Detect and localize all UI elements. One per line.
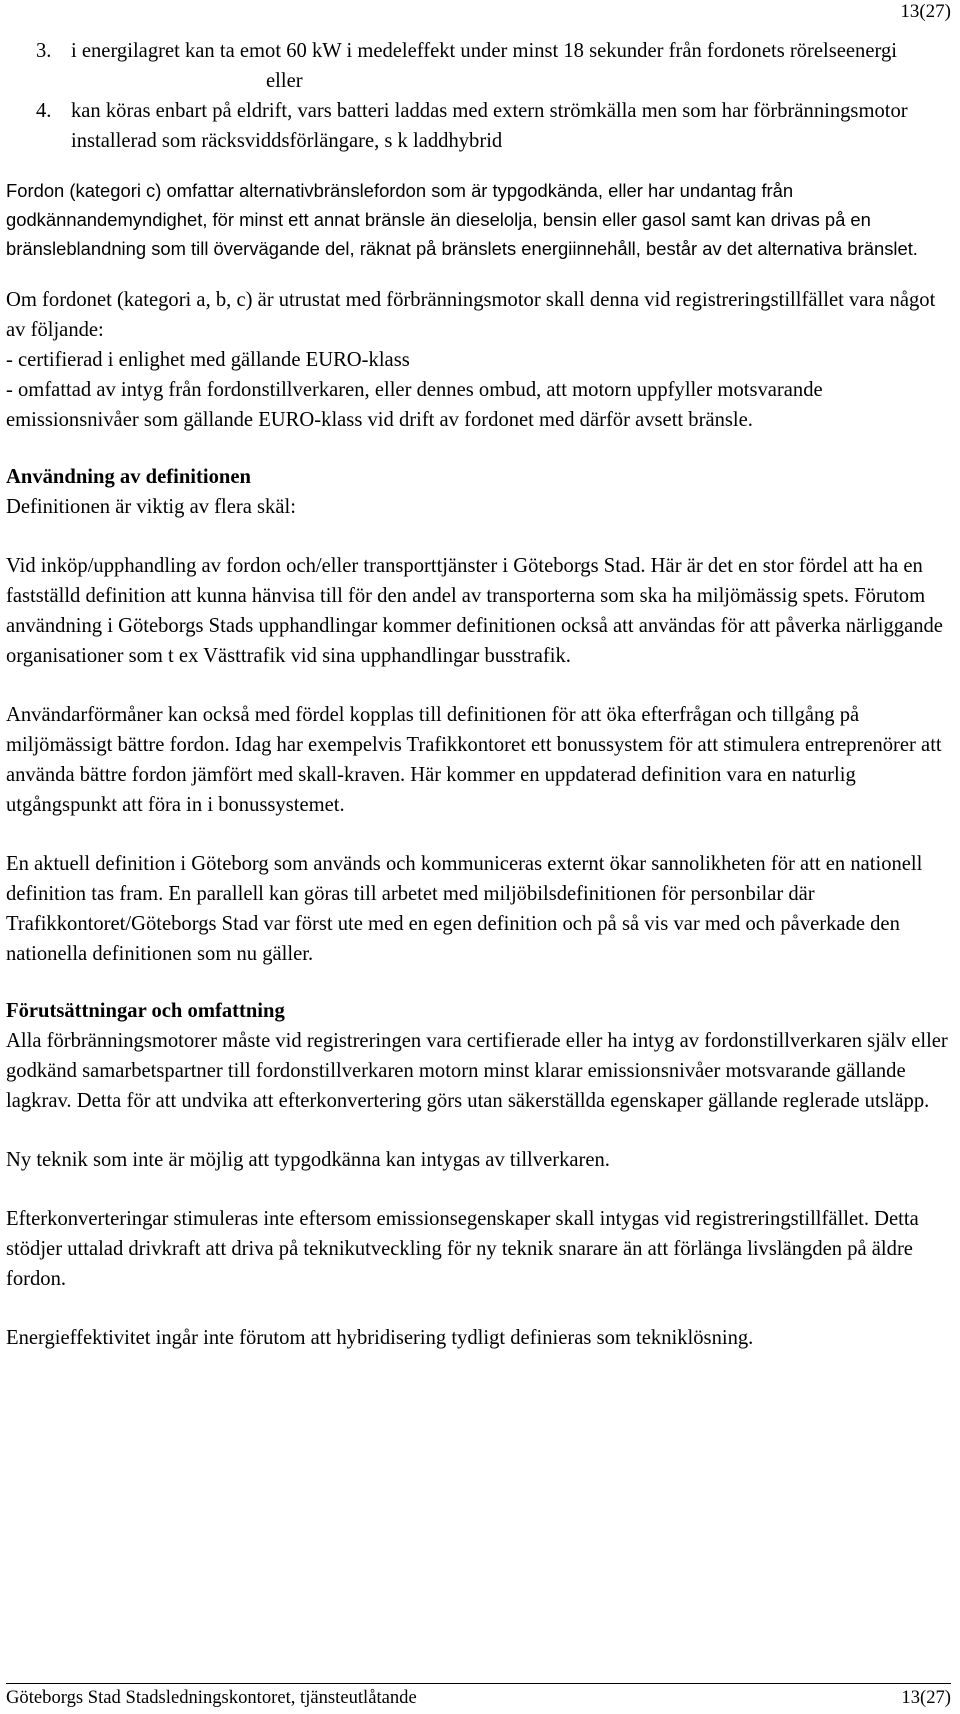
or-connector: eller <box>266 70 303 92</box>
footer-divider <box>6 1683 951 1684</box>
usage-intro: Definitionen är viktig av flera skäl: <box>6 496 296 518</box>
list-item-4 <box>6 96 948 156</box>
usage-paragraph-2: Användarförmåner kan också med fördel kopplas till definitionen för att öka efterfrågan och tillgång på miljömässigt bättre fordon. Idag har exempelvis Trafikkontoret ett bonussystem för att stimulera entreprenörer att använda bättre fordon jämfört med skall-kraven. Här kommer en uppdaterad definition vara en naturlig utgångspunkt att föra in i bonussystemet. <box>6 704 942 816</box>
footer-page-number: 13(27) <box>901 1687 951 1708</box>
requirement-dash-1: - certifierad i enlighet med gällande EURO-klass <box>6 349 410 371</box>
list-item-3 <box>6 36 948 66</box>
list-item-number: 3. <box>36 40 52 62</box>
list-item-text: i energilagret kan ta emot 60 kW i medeleffekt under minst 18 sekunder från fordonets rörelseenergi <box>71 40 897 62</box>
list-item-number: 4. <box>36 100 52 122</box>
prerequisites-paragraph-2: Ny teknik som inte är möjlig att typgodkänna kan intygas av tillverkaren. <box>6 1149 610 1171</box>
list-item-text: kan köras enbart på eldrift, vars batteri laddas med extern strömkälla men som har förbränningsmotor installerad som räcksviddsförlängare, s k laddhybrid <box>71 100 908 152</box>
footer-organization: Göteborgs Stad Stadsledningskontoret, tjänsteutlåtande <box>6 1687 417 1708</box>
paragraph-engine-requirements: Om fordonet (kategori a, b, c) är utrustat med förbränningsmotor skall denna vid registreringstillfället vara något av följande: <box>6 289 936 341</box>
requirement-dash-2: - omfattad av intyg från fordonstillverkaren, eller dennes ombud, att motorn uppfyller motsvarande emissionsnivåer som gällande EURO-klass vid drift av fordonet med därför avsett bränsle. <box>6 379 823 431</box>
section-heading-prerequisites: Förutsättningar och omfattning <box>6 1000 285 1022</box>
usage-paragraph-3: En aktuell definition i Göteborg som används och kommuniceras externt ökar sannolikheten för att en nationell definition tas fram. En parallell kan göras till arbetet med miljöbilsdefinitionen för personbilar där Trafikkontoret/Göteborgs Stad var först ute med en egen definition och på så vis var med och påverkade den nationella definitionen som nu gäller. <box>6 853 923 965</box>
prerequisites-paragraph-4: Energieffektivitet ingår inte förutom att hybridisering tydligt definieras som tekniklösning. <box>6 1327 754 1349</box>
criteria-list-continued <box>6 96 948 156</box>
page-number: 13(27) <box>900 1 951 22</box>
usage-paragraph-1: Vid inköp/upphandling av fordon och/eller transporttjänster i Göteborgs Stad. Här är det en stor fördel att ha en fastställd definition att kunna hänvisa till för den andel av transporterna som ska ha miljömässig spets. Förutom användning i Göteborgs Stads upphandlingar kommer definitionen också att användas för att påverka närliggande organisationer som t ex Västtrafik vid sina upphandlingar busstrafik. <box>6 555 943 667</box>
page-footer <box>6 1686 951 1710</box>
paragraph-fordon-c: Fordon (kategori c) omfattar alternativbränslefordon som är typgodkända, eller har undantag från godkännandemyndighet, för minst ett annat bränsle än dieselolja, bensin eller gasol samt kan drivas på en bränsleblandning som till övervägande del, räknat på bränslets energiinnehåll, består av det alternativa bränslet. <box>6 180 918 259</box>
document-body <box>6 36 948 1353</box>
prerequisites-paragraph-3: Efterkonverteringar stimuleras inte eftersom emissionsegenskaper skall intygas vid registreringstillfället. Detta stödjer uttalad drivkraft att driva på teknikutveckling för ny teknik snarare än att förlänga livslängden på äldre fordon. <box>6 1208 919 1290</box>
criteria-list <box>6 36 948 66</box>
prerequisites-paragraph-1: Alla förbränningsmotorer måste vid registreringen vara certifierade eller ha intyg av fordonstillverkaren själv eller godkänd samarbetspartner till fordonstillverkaren motorn minst klarar emissionsnivåer motsvarande gällande lagkrav. Detta för att undvika att efterkonvertering görs utan säkerställda egenskaper gällande reglerade utsläpp. <box>6 1030 948 1112</box>
section-heading-usage: Användning av definitionen <box>6 466 251 488</box>
